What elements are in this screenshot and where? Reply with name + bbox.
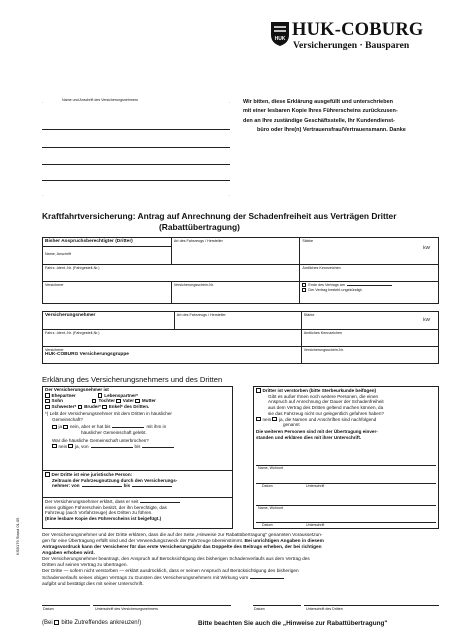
svg-text:HUK: HUK [274, 36, 286, 42]
signature-line-third-party[interactable] [304, 605, 439, 606]
address-line[interactable] [42, 129, 230, 130]
son-checkbox[interactable]: Sohn [45, 398, 63, 403]
form-code: KSB179 Stand 01.05 [15, 517, 20, 555]
brother-checkbox[interactable]: Bruder* [78, 404, 101, 409]
partner-checkbox[interactable]: Lebenspartner* [98, 393, 138, 398]
insurer-value: HUK-COBURG Versicherungsgruppe [45, 352, 129, 358]
policyholder-table: Versicherungsnehmer Art des Fahrzeugs / Hersteller Stärke kW Fahrz.-Ident.-Nr. (Fahrgestell-Nr.) Amtliches Kennzeichen Versicherer HUK-COBURG Versicherungsgruppe Versicherungsschein-Nr. [42, 311, 439, 364]
vehicle-type-field[interactable]: Art des Fahrzeugs / Hersteller [171, 238, 300, 265]
policy-number-field-2[interactable]: Versicherungsschein-Nr. [301, 347, 438, 364]
date-line-policyholder[interactable] [42, 605, 90, 606]
deceased-checkbox[interactable]: Dritter ist verstorben (bitte Sterbeurkunde beifügen) [256, 388, 437, 394]
other-person-signature-line-2[interactable] [256, 522, 436, 523]
address-label: Name und Anschrift des Versicherungsnehmers [62, 98, 138, 102]
address-line[interactable] [42, 180, 230, 181]
license-declaration: Der Versicherungsnehmer erklärt, dass er seit einen gültigen Führerschein besitzt, der ihn berechtigte, das Fahrzeug (auch Vorfahrzeuge) des Dritten zu führen. (Eine lesbare Kopie des Führerscheins ist beigefügt.) [45, 499, 231, 522]
brand-shield-icon [270, 21, 290, 47]
policy-number-field[interactable]: Versicherungsschein-Nr. [171, 282, 300, 304]
father-checkbox[interactable]: Vater [116, 398, 134, 403]
brand-subtitle: Versicherungen · Bausparen [293, 40, 410, 51]
vin-field-2[interactable]: Fahrz.-Ident.-Nr. (Fahrgestell-Nr.) [43, 330, 302, 347]
spouse-checkbox[interactable]: Ehepartner [45, 393, 76, 398]
plate-field[interactable]: Amtliches Kennzeichen [300, 265, 439, 282]
insurer-field[interactable]: Versicherer [43, 282, 172, 304]
relationship-block: Der Versicherungsnehmer ist Ehepartner Lebenspartner* Sohn Tochter Vater Mutter Schwester* Bruder* Enkel* des Dritten. *) Lebt der Versicherungsnehmer mit dem Dritten in häuslicher Gemeinschaft? ja nein, aber er hat bis mit ihm in häuslicher Gemeinschaft gelebt. War die häusliche Gemeinschaft unterbrochen? nein ja, von bis [45, 387, 231, 449]
others-no-checkbox[interactable]: nein [256, 417, 271, 422]
date-line-third-party[interactable] [253, 605, 301, 606]
form-title: Kraftfahrtversicherung: Antrag auf Anrechnung der Schadenfreiheit aus Verträgen Dritter (Rabattübertragung) [42, 211, 397, 232]
return-notice: Wir bitten, diese Erklärung ausgefüllt und unterschrieben mit einer lesbaren Kopie Ihres Führerscheins zurückzusen- den an Ihre zuständige Geschäftsstelle, Ihr Kundendienst- büro oder Ihre(n) Vertrauensfrau/Vertrauensmann. Danke [243, 99, 406, 134]
brand-name: HUK-COBURG [292, 20, 424, 40]
legal-entity-block: Der Dritte ist eine juristische Person: Zeitraum der Fahrzeugnutzung durch den Versicherungs- nehmer: von bis [45, 472, 231, 489]
legal-entity-checkbox[interactable]: Der Dritte ist eine juristische Person: [45, 472, 231, 478]
mother-checkbox[interactable]: Mutter [135, 398, 156, 403]
vehicle-type-field-2[interactable]: Art des Fahrzeugs / Hersteller [174, 312, 301, 330]
third-party-heading: Bisher Anspruchsberechtigter (Dritter) [43, 238, 171, 247]
grandchild-checkbox[interactable]: Enkel* des Dritten. [102, 404, 149, 409]
address-line[interactable] [42, 147, 230, 148]
power-field-2[interactable]: Stärke kW [301, 312, 438, 330]
third-party-table [42, 237, 439, 304]
interrupt-no-checkbox[interactable]: nein [52, 444, 67, 449]
policyholder-heading: Versicherungsnehmer [45, 313, 96, 318]
footer-hint: (Bei bitte Zutreffendes ankreuzen!) [42, 620, 142, 627]
interrupt-yes-checkbox[interactable]: ja, von [68, 444, 88, 449]
address-line[interactable] [42, 164, 230, 165]
deceased-block: Dritter ist verstorben (bitte Sterbeurkunde beifügen) Gibt es außer Ihnen noch weitere Personen, die einen Anspruch auf Anrechnung der Dauer der Schadenfreiheit aus dem Vertrag des Dritten geltend machen können, da sie das Fahrzeug nicht nur gelegentlich gefahren haben? nein ja, die Namen und Anschriften sind nachfolgend genannt Die weiteren Personen sind mit der Übertragung einver- standen und erklären dies mit ihrer Unterschrift. [256, 388, 437, 441]
declaration-heading: Erklärung des Versicherungsnehmers und des Dritten [42, 375, 223, 384]
others-yes-checkbox[interactable]: ja, die Namen und Anschriften sind nachfolgend [272, 417, 376, 422]
vin-field[interactable]: Fahrz.-Ident.-Nr. (Fahrgestell-Nr.) [43, 265, 300, 282]
signature-line-policyholder[interactable] [93, 605, 231, 606]
name-address-label: Name, Anschrift [45, 251, 72, 256]
footer-reference: Bitte beachten Sie auch die „Hinweise zur Rabattübertragung" [198, 620, 388, 627]
contract-end-checkbox[interactable]: Ende des Vertrags am [302, 283, 436, 288]
power-field[interactable]: Stärke kW [300, 238, 439, 265]
daughter-checkbox[interactable]: Tochter [92, 398, 115, 403]
household-yes-checkbox[interactable]: ja [52, 424, 62, 429]
plate-field-2[interactable]: Amtliches Kennzeichen [301, 330, 438, 347]
final-statements: Der Versicherungsnehmer und der Dritte erklären, dass die auf der Seite „Hinweise zur Rabattübertragung" genannten Voraussetzun- gen für eine Übertragung erfüllt sind und der Verwendungszweck der Fahrzeuge übereinstimmt. Bei unrichtigen Angaben in diesem Antragsvordruck kann der Versicherer für das erste Versicherungsjahr das Doppelte des Beitrags erheben, der bei richtigen Angaben erhoben wird. Der Versicherungsnehmer beantragt, den Anspruch auf Berücksichtigung des bisherigen Schadenverlaufs aus dem Vertrag des Dritten auf seinen Vertrag zu übertragen. Der Dritte — sofern nicht verstorben — erklärt ausdrücklich, dass er seinen Anspruch auf Berücksichtigung des bisherigen Schadenverlaufs seines obigen Vertrags zu Gunsten des Versicherungsnehmers mit Wirkung vom aufgibt und bestätigt dies mit seiner Unterschrift. [42, 533, 324, 587]
household-no-checkbox[interactable]: nein, aber er hat bis [63, 424, 110, 429]
other-person-signature-line[interactable] [256, 483, 436, 484]
sister-checkbox[interactable]: Schwester* [45, 404, 76, 409]
contract-active-checkbox[interactable]: Der Vertrag besteht ungekündigt. [302, 288, 436, 293]
